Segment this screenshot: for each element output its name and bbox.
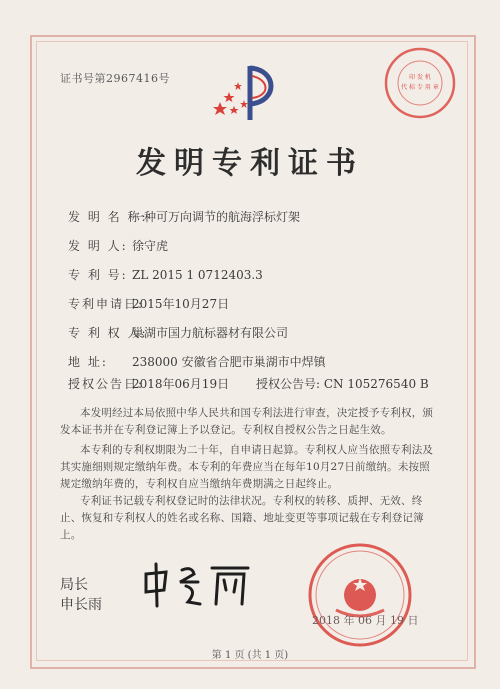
signature-title: 局长	[60, 577, 88, 593]
paragraph-1: 本发明经过本局依照中华人民共和国专利法进行审查，决定授予专利权，颁发本证书并在专利登记簿上予以登记。专利权自授权公告之日起生效。	[60, 407, 434, 436]
grant-date-value: 2018年06月19日	[132, 377, 230, 391]
invention-name-value: 一种可万向调节的航海浮标灯架	[132, 210, 301, 224]
seal-date: 2018 年 06 月 19 日	[312, 614, 419, 627]
filing-date-label: 专利申请日:	[68, 297, 145, 311]
publication-number-row	[256, 375, 429, 392]
publication-number-label: 授权公告号:	[256, 377, 321, 391]
filing-date-value: 2015年10月27日	[132, 297, 230, 311]
state-ip-office-seal-icon	[300, 540, 420, 650]
svg-text:代 标 专 用 章: 代 标 专 用 章	[401, 84, 439, 91]
page-title: 发明专利证书	[136, 146, 364, 181]
grant-date-row	[68, 375, 229, 392]
paragraph-2: 本专利的专利权期限为二十年，自申请日起算。专利权人应当依照专利法及其实施细则规定缴纳年费。本专利的年费应当在每年10月27日前缴纳。未按照规定缴纳年费的，专利权自应当缴纳年费期满之日起终止。	[60, 444, 434, 490]
grant-date-label: 授权公告日:	[68, 377, 145, 391]
paragraph-3: 专利证书记载专利权登记时的法律状况。专利权的转移、质押、无效、终止、恢复和专利权人的姓名或名称、国籍、地址变更等事项记载在专利登记簿上。	[60, 495, 424, 541]
patent-number-label: 专 利 号:	[68, 268, 128, 282]
patent-office-logo-icon	[212, 62, 282, 122]
address-label: 地 址:	[68, 355, 108, 369]
patentee-row	[68, 324, 288, 341]
page-footer: 第 1 页 (共 1 页)	[211, 650, 289, 661]
invention-name-row	[68, 208, 300, 225]
svg-text:印 发 机: 印 发 机	[409, 74, 431, 81]
inventor-value: 徐守虎	[132, 239, 169, 253]
invention-name-label: 发 明 名 称:	[68, 210, 148, 224]
patentee-value: 巢湖市国力航标器材有限公司	[132, 326, 289, 340]
inventor-row	[68, 237, 168, 254]
inventor-label: 发 明 人:	[68, 239, 128, 253]
address-value: 238000 安徽省合肥市巢湖市中焊镇	[132, 355, 326, 369]
handwritten-signature-icon	[140, 560, 260, 610]
signature-name: 申长雨	[60, 597, 102, 613]
top-seal-icon	[380, 43, 460, 123]
publication-number-value: CN 105276540 B	[323, 377, 429, 391]
address-row	[68, 353, 326, 370]
patent-number-row	[68, 266, 263, 283]
filing-date-row	[68, 295, 229, 312]
certificate-number: 证书号第2967416号	[60, 72, 170, 85]
patent-number-value: ZL 2015 1 0712403.3	[132, 268, 263, 282]
patentee-label: 专 利 权 人:	[68, 326, 148, 340]
